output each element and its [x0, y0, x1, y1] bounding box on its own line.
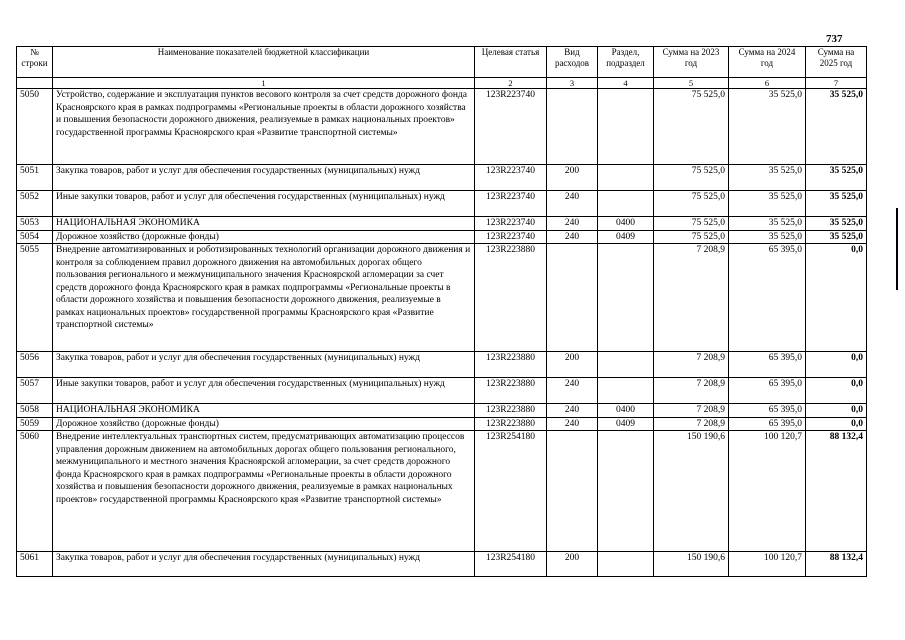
- target-article: 123R223740: [475, 230, 547, 244]
- sum-2024: 35 525,0: [729, 217, 806, 231]
- row-number: 5057: [17, 378, 53, 404]
- table-row: [17, 89, 867, 165]
- row-number: 5054: [17, 230, 53, 244]
- sum-2025: 0,0: [806, 244, 867, 352]
- header-sum-2023: Сумма на 2023 год: [654, 47, 729, 78]
- target-article: 123R223740: [475, 191, 547, 217]
- row-number: 5056: [17, 352, 53, 378]
- section-code: [598, 552, 654, 577]
- header-sum-2024: Сумма на 2024 год: [729, 47, 806, 78]
- expense-type: 240: [547, 378, 598, 404]
- sum-2025: 88 132,4: [806, 552, 867, 577]
- header-row: [17, 47, 867, 78]
- sum-2025: 35 525,0: [806, 191, 867, 217]
- sum-2023: 7 208,9: [654, 404, 729, 418]
- table-row: [17, 230, 867, 244]
- sum-2024: 65 395,0: [729, 378, 806, 404]
- sum-2025: 0,0: [806, 404, 867, 418]
- expense-type: 200: [547, 165, 598, 191]
- sum-2023: 7 208,9: [654, 244, 729, 352]
- sum-2023: 75 525,0: [654, 165, 729, 191]
- target-article: 123R223880: [475, 404, 547, 418]
- target-article: 123R223740: [475, 217, 547, 231]
- header-name: Наименование показателей бюджетной классификации: [53, 47, 475, 78]
- page-number: 737: [826, 33, 843, 45]
- expense-type: 240: [547, 404, 598, 418]
- target-article: 123R254180: [475, 552, 547, 577]
- target-article: 123R223740: [475, 165, 547, 191]
- row-number: 5050: [17, 89, 53, 165]
- expense-type: 200: [547, 352, 598, 378]
- column-number-row: [17, 78, 867, 89]
- row-name: Закупка товаров, работ и услуг для обеспечения государственных (муниципальных) нужд: [53, 165, 475, 191]
- expense-type: 200: [547, 552, 598, 577]
- sum-2023: 75 525,0: [654, 89, 729, 165]
- sum-2023: 75 525,0: [654, 191, 729, 217]
- target-article: 123R223880: [475, 244, 547, 352]
- table-row: [17, 552, 867, 577]
- sum-2025: 35 525,0: [806, 165, 867, 191]
- row-name: Иные закупки товаров, работ и услуг для обеспечения государственных (муниципальных) нужд: [53, 191, 475, 217]
- row-name: НАЦИОНАЛЬНАЯ ЭКОНОМИКА: [53, 217, 475, 231]
- sum-2023: 7 208,9: [654, 352, 729, 378]
- expense-type: 240: [547, 217, 598, 231]
- expense-type: [547, 431, 598, 552]
- target-article: 123R254180: [475, 431, 547, 552]
- header-sum-2025: Сумма на 2025 год: [806, 47, 867, 78]
- table-row: [17, 352, 867, 378]
- target-article: 123R223880: [475, 352, 547, 378]
- table-row: [17, 244, 867, 352]
- sum-2023: 75 525,0: [654, 230, 729, 244]
- sum-2025: 0,0: [806, 417, 867, 431]
- row-number: 5059: [17, 417, 53, 431]
- row-name: Дорожное хозяйство (дорожные фонды): [53, 230, 475, 244]
- section-code: 0400: [598, 404, 654, 418]
- section-code: [598, 352, 654, 378]
- header-exp-type: Вид расходов: [547, 47, 598, 78]
- sum-2023: 7 208,9: [654, 378, 729, 404]
- sum-2023: 150 190,6: [654, 552, 729, 577]
- target-article: 123R223880: [475, 378, 547, 404]
- row-name: Закупка товаров, работ и услуг для обеспечения государственных (муниципальных) нужд: [53, 552, 475, 577]
- section-code: [598, 89, 654, 165]
- sum-2024: 65 395,0: [729, 404, 806, 418]
- col-num: [17, 78, 53, 89]
- col-num: 2: [475, 78, 547, 89]
- sum-2024: 35 525,0: [729, 230, 806, 244]
- header-section: Раздел, подраздел: [598, 47, 654, 78]
- section-code: 0409: [598, 230, 654, 244]
- row-number: 5058: [17, 404, 53, 418]
- table-row: [17, 417, 867, 431]
- table-row: [17, 191, 867, 217]
- sum-2024: 35 525,0: [729, 165, 806, 191]
- section-code: 0400: [598, 217, 654, 231]
- sum-2023: 150 190,6: [654, 431, 729, 552]
- expense-type: 240: [547, 417, 598, 431]
- section-code: [598, 191, 654, 217]
- table-row: [17, 378, 867, 404]
- row-name: Устройство, содержание и эксплуатация пунктов весового контроля за счет средств дорожного фонда Красноярского края в рамках подпрограммы «Региональные проекты в области дорожного хозяйства и повышения безопасности дорожного движения, реализуемые в рамках национальных проектов» государственной программы Красноярского края «Развитие транспортной системы»: [53, 89, 475, 165]
- table-row: [17, 165, 867, 191]
- expense-type: 240: [547, 191, 598, 217]
- row-number: 5053: [17, 217, 53, 231]
- col-num: 7: [806, 78, 867, 89]
- row-name: Дорожное хозяйство (дорожные фонды): [53, 417, 475, 431]
- row-name: Закупка товаров, работ и услуг для обеспечения государственных (муниципальных) нужд: [53, 352, 475, 378]
- row-number: 5061: [17, 552, 53, 577]
- sum-2024: 65 395,0: [729, 352, 806, 378]
- sum-2024: 100 120,7: [729, 552, 806, 577]
- table-row: [17, 217, 867, 231]
- table-row: [17, 431, 867, 552]
- row-name: Внедрение интеллектуальных транспортных систем, предусматривающих автоматизацию процессов управления дорожным движением на автомобильных дорогах общего пользования регионального, межмуниципального и местного значения Красноярской агломерации, за счет средств дорожного фонда Красноярского края в рамках подпрограммы «Региональные проекты в области дорожного хозяйства и повышения безопасности дорожного движения, реализуемые в рамках национальных проектов» государственной программы Красноярского края «Развитие транспортной системы»: [53, 431, 475, 552]
- row-name: Внедрение автоматизированных и роботизированных технологий организации дорожного движения и контроля за соблюдением правил дорожного движения на автомобильных дорогах общего пользования регионального и межмуниципального значения Красноярской агломерации за счет средств дорожного фонда Красноярского края в рамках подпрограммы «Региональные проекты в области дорожного хозяйства и повышения безопасности дорожного движения, реализуемые в рамках национальных проектов» государственной программы Красноярского края «Развитие транспортной системы»: [53, 244, 475, 352]
- section-code: [598, 244, 654, 352]
- sum-2023: 75 525,0: [654, 217, 729, 231]
- row-number: 5051: [17, 165, 53, 191]
- sum-2025: 88 132,4: [806, 431, 867, 552]
- expense-type: [547, 244, 598, 352]
- target-article: 123R223880: [475, 417, 547, 431]
- row-name: Иные закупки товаров, работ и услуг для обеспечения государственных (муниципальных) нужд: [53, 378, 475, 404]
- header-row-no: № строки: [17, 47, 53, 78]
- col-num: 3: [547, 78, 598, 89]
- sum-2025: 0,0: [806, 352, 867, 378]
- sum-2024: 35 525,0: [729, 89, 806, 165]
- sum-2025: 35 525,0: [806, 230, 867, 244]
- sum-2025: 35 525,0: [806, 217, 867, 231]
- section-code: 0409: [598, 417, 654, 431]
- margin-bar: [896, 208, 898, 290]
- budget-table: [16, 46, 867, 577]
- expense-type: [547, 89, 598, 165]
- row-name: НАЦИОНАЛЬНАЯ ЭКОНОМИКА: [53, 404, 475, 418]
- col-num: 4: [598, 78, 654, 89]
- sum-2023: 7 208,9: [654, 417, 729, 431]
- sum-2024: 100 120,7: [729, 431, 806, 552]
- sum-2024: 65 395,0: [729, 244, 806, 352]
- sum-2024: 65 395,0: [729, 417, 806, 431]
- row-number: 5060: [17, 431, 53, 552]
- row-number: 5055: [17, 244, 53, 352]
- col-num: 1: [53, 78, 475, 89]
- col-num: 5: [654, 78, 729, 89]
- section-code: [598, 431, 654, 552]
- section-code: [598, 378, 654, 404]
- row-number: 5052: [17, 191, 53, 217]
- col-num: 6: [729, 78, 806, 89]
- section-code: [598, 165, 654, 191]
- expense-type: 240: [547, 230, 598, 244]
- sum-2025: 0,0: [806, 378, 867, 404]
- sum-2024: 35 525,0: [729, 191, 806, 217]
- sum-2025: 35 525,0: [806, 89, 867, 165]
- table-row: [17, 404, 867, 418]
- header-target: Целевая статья: [475, 47, 547, 78]
- target-article: 123R223740: [475, 89, 547, 165]
